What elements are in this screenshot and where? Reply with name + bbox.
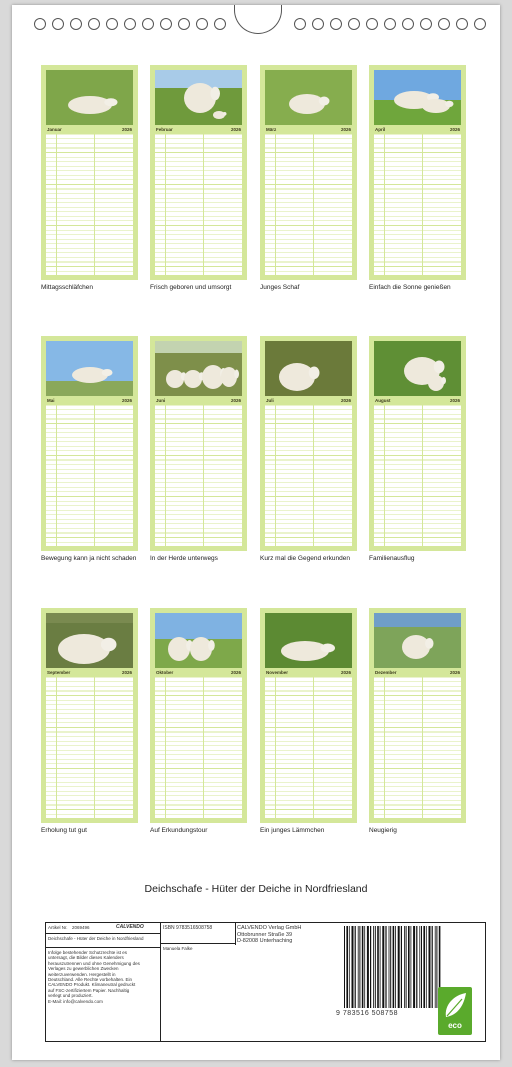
month-name: November bbox=[266, 670, 289, 675]
binding-ring bbox=[34, 18, 46, 30]
month-caption: Kurz mal die Gegend erkunden bbox=[260, 555, 350, 562]
month-year: 2026 bbox=[340, 670, 351, 675]
month-header bbox=[374, 126, 461, 133]
eco-label bbox=[438, 987, 472, 1035]
month-year: 2026 bbox=[449, 127, 460, 132]
day-grid bbox=[155, 677, 242, 818]
month-year: 2026 bbox=[340, 398, 351, 403]
month-header bbox=[155, 669, 242, 676]
sheep-photo bbox=[46, 341, 133, 396]
month-name: September bbox=[47, 670, 71, 675]
binding-ring bbox=[214, 18, 226, 30]
eco-text: eco bbox=[448, 1021, 462, 1030]
sheep-photo bbox=[155, 70, 242, 125]
month-header bbox=[46, 397, 133, 404]
short-title: Deichschafe - Hüter der Deiche in Nordfriesland bbox=[48, 936, 144, 941]
month-sheet-september bbox=[41, 608, 138, 823]
calendar-page bbox=[12, 5, 500, 1060]
month-year: 2026 bbox=[449, 398, 460, 403]
month-header bbox=[265, 669, 352, 676]
day-grid bbox=[265, 405, 352, 546]
binding-ring bbox=[312, 18, 324, 30]
month-name: Juli bbox=[266, 398, 274, 403]
month-year: 2026 bbox=[449, 670, 460, 675]
month-caption: Neugierig bbox=[369, 827, 397, 834]
sheep-photo bbox=[155, 341, 242, 396]
author: Manuela Falke bbox=[163, 946, 193, 951]
day-grid bbox=[374, 405, 461, 546]
month-name: Juni bbox=[156, 398, 166, 403]
binding-ring bbox=[178, 18, 190, 30]
month-year: 2026 bbox=[230, 670, 241, 675]
binding-ring bbox=[294, 18, 306, 30]
binding-ring bbox=[384, 18, 396, 30]
sheep-photo bbox=[155, 613, 242, 668]
sheep-photo bbox=[374, 341, 461, 396]
binding-ring bbox=[70, 18, 82, 30]
binding-ring bbox=[124, 18, 136, 30]
binding-ring bbox=[196, 18, 208, 30]
month-caption: Auf Erkundungstour bbox=[150, 827, 208, 834]
month-name: Mai bbox=[47, 398, 55, 403]
month-header bbox=[155, 397, 242, 404]
day-grid bbox=[374, 677, 461, 818]
day-grid bbox=[265, 677, 352, 818]
binding-ring bbox=[348, 18, 360, 30]
day-grid bbox=[265, 134, 352, 275]
month-sheet-juli bbox=[260, 336, 357, 551]
binding-ring bbox=[88, 18, 100, 30]
barcode bbox=[340, 924, 446, 1010]
sheep-photo bbox=[374, 613, 461, 668]
binding-ring bbox=[52, 18, 64, 30]
month-name: April bbox=[375, 127, 386, 132]
article-label: Artikel Nr. bbox=[48, 925, 68, 930]
month-header bbox=[265, 397, 352, 404]
day-grid bbox=[155, 405, 242, 546]
day-grid bbox=[374, 134, 461, 275]
month-name: Oktober bbox=[156, 670, 174, 675]
calendar-title: Deichschafe - Hüter der Deiche in Nordfriesland bbox=[144, 883, 368, 895]
month-sheet-april bbox=[369, 65, 466, 280]
month-sheet-november bbox=[260, 608, 357, 823]
month-year: 2026 bbox=[121, 127, 132, 132]
month-header bbox=[155, 126, 242, 133]
month-caption: In der Herde unterwegs bbox=[150, 555, 218, 562]
month-caption: Bewegung kann ja nicht schaden bbox=[41, 555, 137, 562]
sheep-photo bbox=[374, 70, 461, 125]
month-year: 2026 bbox=[230, 398, 241, 403]
binding-ring bbox=[366, 18, 378, 30]
day-grid bbox=[46, 405, 133, 546]
binding-ring bbox=[402, 18, 414, 30]
binding-ring bbox=[106, 18, 118, 30]
month-caption: Junges Schaf bbox=[260, 284, 300, 291]
isbn: ISBN 9783516508758 bbox=[163, 925, 213, 931]
sheep-photo bbox=[46, 613, 133, 668]
month-header bbox=[374, 669, 461, 676]
month-name: August bbox=[375, 398, 391, 403]
month-year: 2026 bbox=[121, 670, 132, 675]
sheep-photo bbox=[265, 341, 352, 396]
binding-ring bbox=[474, 18, 486, 30]
article-number: 2069496 bbox=[72, 925, 90, 930]
copyright-notice: Infolge bestehender Schutzrechte ist es untersagt, die Bilder dieses Kalenders herauszutrennen und ohne Genehmigung des Verlages zu gewerblichen Zwecken weiterzuverwenden. Hergestellt in Deutschland. Alle Rechte vorbehalten. Ein CALVENDO Produkt. Klimaneutral gedruckt auf FSC-zertifiziertem Papier. Nachhaltig verlegt und produziert. E-Mail: info@calvendo.com bbox=[48, 950, 140, 1004]
sheep-photo bbox=[265, 613, 352, 668]
month-header bbox=[46, 126, 133, 133]
barcode-digits: 9 783516 508758 bbox=[336, 1010, 399, 1017]
month-year: 2026 bbox=[121, 398, 132, 403]
sheep-photo bbox=[46, 70, 133, 125]
binding-ring bbox=[420, 18, 432, 30]
month-caption: Ein junges Lämmchen bbox=[260, 827, 325, 834]
sheep-photo bbox=[265, 70, 352, 125]
month-header bbox=[46, 669, 133, 676]
month-header bbox=[265, 126, 352, 133]
month-sheet-oktober bbox=[150, 608, 247, 823]
month-header bbox=[374, 397, 461, 404]
month-sheet-juni bbox=[150, 336, 247, 551]
month-name: März bbox=[266, 127, 277, 132]
publisher-address: CALVENDO Verlag GmbH Ottobrunner Straße 39 D-82008 Unterhaching bbox=[237, 925, 302, 944]
month-sheet-märz bbox=[260, 65, 357, 280]
month-year: 2026 bbox=[340, 127, 351, 132]
month-year: 2026 bbox=[230, 127, 241, 132]
day-grid bbox=[155, 134, 242, 275]
month-sheet-dezember bbox=[369, 608, 466, 823]
month-name: Dezember bbox=[375, 670, 397, 675]
calvendo-logo: CALVENDO bbox=[116, 924, 144, 930]
month-caption: Frisch geboren und umsorgt bbox=[150, 284, 232, 291]
product-info-box bbox=[45, 922, 486, 1042]
month-caption: Mittagsschläfchen bbox=[41, 284, 94, 291]
month-sheet-august bbox=[369, 336, 466, 551]
month-caption: Familienausflug bbox=[369, 555, 415, 562]
binding-ring bbox=[456, 18, 468, 30]
day-grid bbox=[46, 134, 133, 275]
day-grid bbox=[46, 677, 133, 818]
month-name: Februar bbox=[156, 127, 173, 132]
month-caption: Einfach die Sonne genießen bbox=[369, 284, 451, 291]
binding-ring bbox=[438, 18, 450, 30]
binding-ring bbox=[142, 18, 154, 30]
binding-ring bbox=[330, 18, 342, 30]
month-sheet-mai bbox=[41, 336, 138, 551]
binding-ring bbox=[160, 18, 172, 30]
month-sheet-januar bbox=[41, 65, 138, 280]
month-caption: Erholung tut gut bbox=[41, 827, 87, 834]
month-name: Januar bbox=[47, 127, 62, 132]
month-sheet-februar bbox=[150, 65, 247, 280]
